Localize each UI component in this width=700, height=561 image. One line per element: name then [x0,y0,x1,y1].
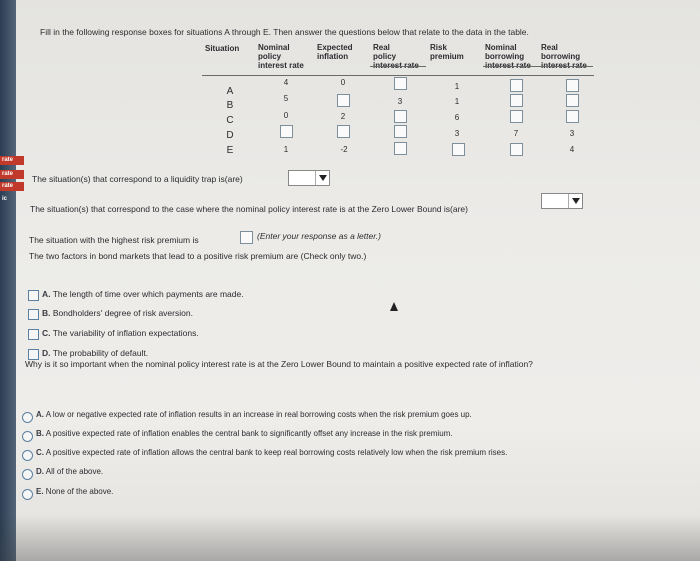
header-expected-inflation: Expected inflation [317,43,353,61]
nominal-borrowing-input[interactable] [510,79,523,92]
header-real-policy: Real policy [373,43,397,61]
risk-premium-cell: 3 [454,129,460,138]
q4-option-b[interactable]: B. Bondholders' degree of risk aversion. [42,308,193,318]
q4-option-d[interactable]: D. The probability of default. [42,348,149,358]
situation-cell: B [226,100,234,111]
nominal-policy-cell: 0 [283,111,289,120]
q4-option-c-checkbox[interactable] [28,329,39,340]
table-divider [370,66,426,67]
real-borrowing-input[interactable] [566,94,579,107]
q3-text: The situation with the highest risk premium is [29,235,199,245]
real-policy-input[interactable] [394,77,407,90]
expected-inflation-cell: 2 [340,112,346,121]
q5-option-e[interactable]: E. None of the above. [36,487,114,496]
real-borrowing-cell: 4 [569,145,575,154]
real-policy-cell: 3 [397,97,403,106]
header-risk-premium: Risk premium [430,43,464,61]
q2-text: The situation(s) that correspond to the case where the nominal policy interest rate is at the Zero Lower Bound is(are) [30,204,468,214]
mouse-cursor-icon [390,302,398,311]
header-nominal-policy: Nominal policy interest rate [258,43,304,70]
real-borrowing-input[interactable] [566,110,579,123]
nominal-borrowing-input[interactable] [510,94,523,107]
sidebar-badge: rate [0,156,24,165]
risk-premium-cell: 1 [454,82,460,91]
real-policy-input[interactable] [394,125,407,138]
sidebar-badge: ic [2,196,8,202]
expected-inflation-input[interactable] [337,125,350,138]
table-divider [483,66,593,67]
q2-dropdown[interactable] [541,193,583,209]
q3-hint: (Enter your response as a letter.) [257,231,381,241]
situation-cell: E [226,145,234,156]
header-nominal-borrowing: Nominal borrowing [485,43,525,61]
q5-option-c-radio[interactable] [22,450,33,461]
nominal-policy-cell: 4 [283,78,289,87]
q1-dropdown[interactable] [288,170,330,186]
situation-cell: D [226,130,234,141]
q5-option-d[interactable]: D. All of the above. [36,467,104,476]
nominal-borrowing-input[interactable] [510,143,523,156]
expected-inflation-cell: -2 [340,145,348,154]
header-situation: Situation [205,44,240,53]
q3-answer-input[interactable] [240,231,253,244]
expected-inflation-cell: 0 [340,78,346,87]
photo-shadow [0,515,700,561]
q5-option-a[interactable]: A. A low or negative expected rate of inflation results in an increase in real borrowing costs when the risk premium goes up. [36,410,472,419]
q4-option-a[interactable]: A. The length of time over which payments are made. [42,289,244,299]
situation-cell: C [226,115,234,126]
table-header-divider [202,75,594,76]
chevron-down-icon [319,175,327,181]
q5-option-d-radio[interactable] [22,469,33,480]
q5-option-a-radio[interactable] [22,412,33,423]
q5-option-b-radio[interactable] [22,431,33,442]
risk-premium-input[interactable] [452,143,465,156]
q4-option-b-checkbox[interactable] [28,309,39,320]
real-borrowing-input[interactable] [566,79,579,92]
q5-text: Why is it so important when the nominal policy interest rate is at the Zero Lower Bound to maintain a positive expected rate of inflation? [25,359,533,369]
real-policy-input[interactable] [394,142,407,155]
real-borrowing-cell: 3 [569,129,575,138]
risk-premium-cell: 1 [454,97,460,106]
sidebar-badge: rate [0,170,24,179]
q1-text: The situation(s) that correspond to a liquidity trap is(are) [32,174,243,184]
chevron-down-icon [572,198,580,204]
q4-option-c[interactable]: C. The variability of inflation expectations. [42,328,199,338]
instructions: Fill in the following response boxes for situations A through E. Then answer the questions below that relate to the data in the table. [40,27,529,37]
q5-option-b[interactable]: B. A positive expected rate of inflation enables the central bank to significantly offset any increase in the risk premium. [36,429,453,438]
q5-option-e-radio[interactable] [22,489,33,500]
nominal-policy-input[interactable] [280,125,293,138]
q4-option-a-checkbox[interactable] [28,290,39,301]
nominal-policy-cell: 1 [283,145,289,154]
q4-text: The two factors in bond markets that lead to a positive risk premium are (Check only two.) [29,251,367,261]
nominal-borrowing-input[interactable] [510,110,523,123]
real-policy-input[interactable] [394,110,407,123]
header-real-borrowing: Real borrowing [541,43,581,61]
nominal-policy-cell: 5 [283,94,289,103]
left-sidebar [0,0,16,561]
expected-inflation-input[interactable] [337,94,350,107]
q5-option-c[interactable]: C. A positive expected rate of inflation allows the central bank to keep real borrowing costs relatively low when the risk premium rises. [36,448,508,457]
risk-premium-cell: 6 [454,113,460,122]
situation-cell: A [226,86,234,97]
nominal-borrowing-cell: 7 [513,129,519,138]
sidebar-badge: rate [0,182,24,191]
